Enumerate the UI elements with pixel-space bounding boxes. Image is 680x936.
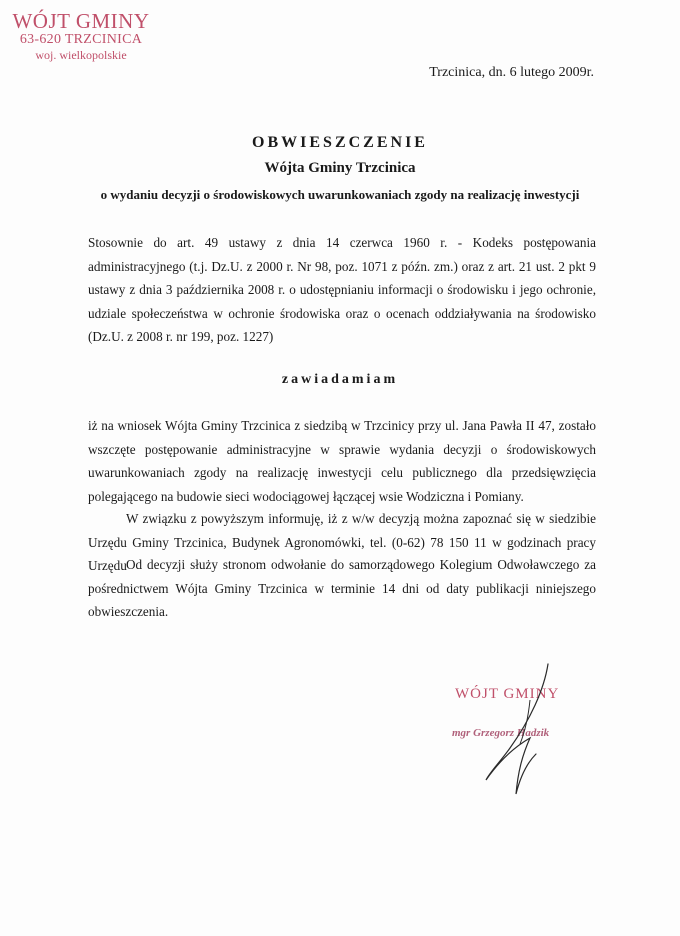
document-subject: o wydaniu decyzji o środowiskowych uwarunkowaniach zgody na realizację inwestycji — [100, 187, 580, 202]
document-subtitle: Wójta Gminy Trzcinica — [264, 160, 416, 176]
announcement-heading: zawiadamiam — [281, 372, 399, 387]
signature-stamp-name: mgr Grzegorz Hadzik — [452, 727, 550, 739]
stamp-line-1: WÓJT GMINY — [12, 9, 150, 33]
stamp-line-3: woj. wielkopolskie — [35, 48, 127, 62]
stamp-line-2: 63-620 TRZCINICA — [19, 32, 143, 47]
appeal-paragraph: Od decyzji służy stronom odwołanie do samorządowego Kolegium Odwoławczego za pośrednictwem Wójta Gminy Trzcinica w terminie 14 dni od daty publikacji niniejszego obwieszczenia. — [88, 557, 596, 619]
office-stamp — [6, 10, 156, 62]
handwritten-signature — [470, 660, 570, 800]
information-paragraph: W związku z powyższym informuję, iż z w/w decyzją można zapoznać się w siedzibie Urzędu Gminy Trzcinica, Budynek Agronomówki, tel. (0-62) 78 150 11 w godzinach pracy Urzędu — [88, 511, 596, 573]
notice-paragraph: iż na wniosek Wójta Gminy Trzcinica z siedzibą w Trzcinicy przy ul. Jana Pawła II 47, zostało wszczęte postępowanie administracyjne w sprawie wydania decyzji o środowiskowych uwarunkowaniach zgody na realizację inwestycji celu publicznego dla przedsięwzięcia polegającego na budowie sieci wodociągowej łączącej wsie Wodziczna i Pomiany. — [88, 418, 596, 504]
document-title: OBWIESZCZENIE — [252, 134, 428, 151]
signature-stamp-title: WÓJT GMINY — [455, 686, 560, 702]
legal-basis-paragraph: Stosownie do art. 49 ustawy z dnia 14 czerwca 1960 r. - Kodeks postępowania administracyjnego (t.j. Dz.U. z 2000 r. Nr 98, poz. 1071 z późn. zm.) oraz z art. 21 ust. 2 pkt 9 ustawy z dnia 3 października 2008 r. o udostępnianiu informacji o środowisku i jego ochronie, udziale społeczeństwa w ochronie środowiska oraz o ocenach oddziaływania na środowisko (Dz.U. z 2008 r. nr 199, poz. 1227) — [88, 235, 596, 344]
place-and-date: Trzcinica, dn. 6 lutego 2009r. — [429, 65, 594, 80]
